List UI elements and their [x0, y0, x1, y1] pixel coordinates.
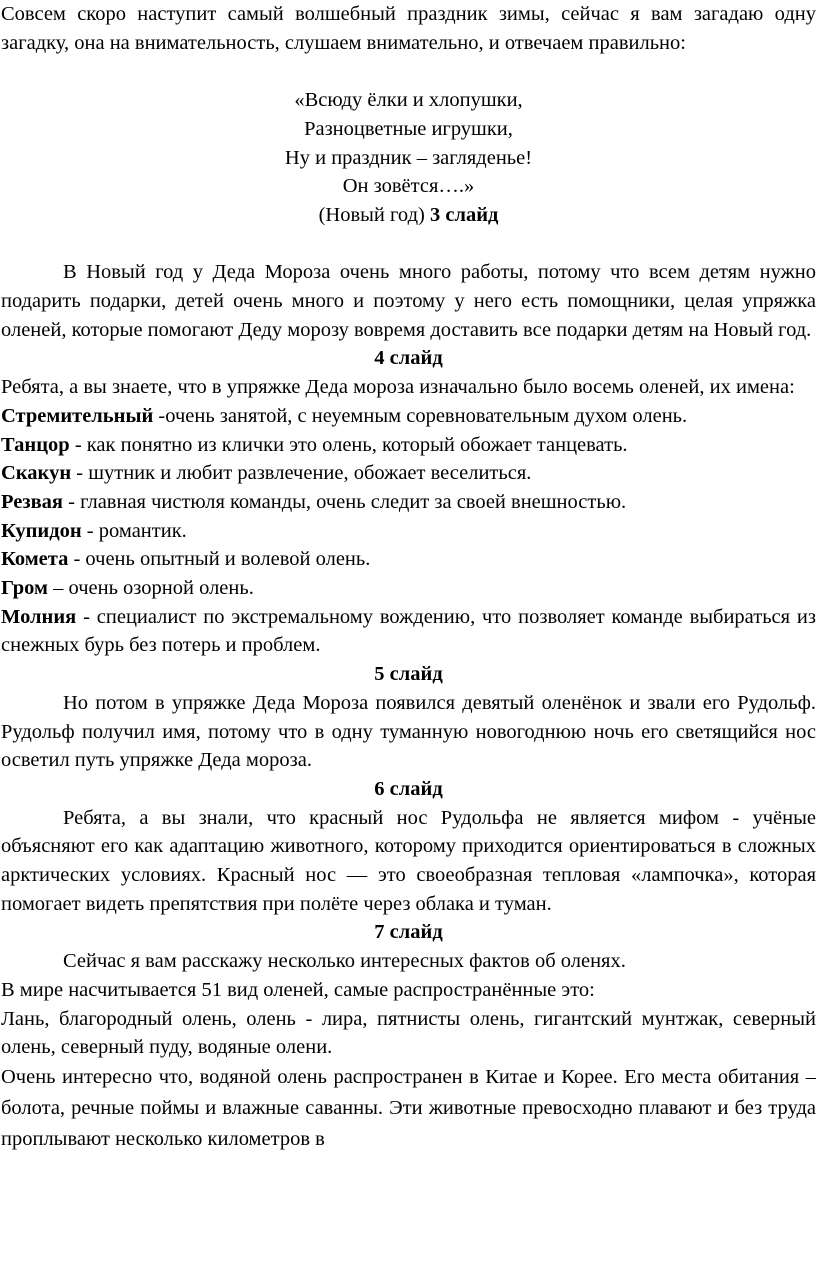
poem-line: Разноцветные игрушки, — [304, 117, 513, 140]
poem-line: Ну и праздник – загляденье! — [284, 146, 533, 169]
reindeer-item — [1, 517, 816, 546]
slide-7-line: Очень интересно что, водяной олень распространен в Китае и Корее. Его места обитания – болота, речные поймы и влажные саванны. Эти животные превосходно плавают и без труда проплывают несколько километров в — [1, 1065, 816, 1150]
reindeer-desc: – очень озорной олень. — [47, 577, 254, 600]
intro-paragraph: Совсем скоро наступит самый волшебный праздник зимы, сейчас я вам загадаю одну загадку, она на внимательность, слушаем внимательно, и отвечаем правильно: — [1, 3, 816, 54]
poem-answer-line — [1, 201, 816, 230]
reindeer-item — [1, 402, 816, 431]
slide-4-intro: Ребята, а вы знаете, что в упряжке Деда мороза изначально было восемь оленей, их имена: — [1, 376, 795, 399]
poem-line: Он зовётся….» — [342, 175, 475, 198]
reindeer-item — [1, 603, 816, 660]
reindeer-item — [1, 459, 816, 488]
reindeer-item — [1, 431, 816, 460]
spacer — [1, 57, 816, 86]
reindeer-desc: - главная чистюля команды, очень следит за своей внешностью. — [63, 490, 627, 513]
slide-7-heading: 7 слайд — [374, 921, 443, 944]
slide-3-label: 3 слайд — [429, 203, 499, 226]
reindeer-name: Купидон — [1, 519, 82, 542]
reindeer-name: Танцор — [1, 433, 70, 456]
spacer — [1, 230, 816, 259]
slide-7-line: В мире насчитывается 51 вид оленей, самые распространённые это: — [1, 978, 595, 1001]
poem-line: «Всюду ёлки и хлопушки, — [294, 89, 523, 112]
slide-7-final-block — [1, 1062, 816, 1155]
slide-4-heading: 4 слайд — [374, 347, 443, 370]
slide-5-paragraph: Но потом в упряжке Деда Мороза появился девятый оленёнок и звали его Рудольф. Рудольф получил имя, потому что в одну туманную новогоднюю ночь его светящийся нос осветил путь упряжке Деда мороза. — [1, 691, 816, 772]
reindeer-item — [1, 488, 816, 517]
poem-answer: (Новый год) — [318, 203, 425, 226]
riddle-poem — [1, 86, 816, 230]
reindeer-name: Гром — [1, 577, 48, 600]
reindeer-name: Скакун — [1, 462, 72, 485]
slide-7-line: Лань, благородный олень, олень - лира, пятнисты олень, гигантский мунтжак, северный олень, северный пуду, водяные олени. — [1, 1007, 816, 1059]
reindeer-desc: - очень опытный и волевой олень. — [68, 548, 371, 571]
reindeer-name: Резвая — [1, 490, 64, 513]
slide-6-paragraph: Ребята, а вы знали, что красный нос Рудольфа не является мифом - учёные объясняют его как адаптацию животного, которому приходится ориентироваться в сложных арктических условиях. Красный нос — это своеобразная тепловая «лампочка», которая помогает видеть препятствия при полёте через облака и туман. — [1, 806, 816, 915]
slide-5-heading: 5 слайд — [374, 663, 443, 686]
reindeer-item — [1, 545, 816, 574]
reindeer-item — [1, 574, 816, 603]
slide-7-line: Сейчас я вам расскажу несколько интересных фактов об оленях. — [63, 950, 626, 973]
reindeer-desc: -очень занятой, с неуемным соревновательным духом олень. — [153, 404, 688, 427]
reindeer-name: Стремительный — [1, 404, 154, 427]
reindeer-desc: - специалист по экстремальному вождению, что позволяет команде выбираться из снежных бурь без потерь и проблем. — [1, 605, 816, 657]
helpers-paragraph: В Новый год у Деда Мороза очень много работы, потому что всем детям нужно подарить подарки, детей очень много и поэтому у него есть помощники, целая упряжка оленей, которые помогают Деду морозу вовремя доставить все подарки детям на Новый год. — [1, 261, 816, 341]
reindeer-desc: - шутник и любит развлечение, обожает веселиться. — [71, 462, 532, 485]
reindeer-list — [1, 402, 816, 660]
slide-6-heading: 6 слайд — [374, 777, 443, 800]
reindeer-desc: - романтик. — [81, 519, 187, 542]
reindeer-name: Комета — [1, 548, 69, 571]
reindeer-name: Молния — [1, 605, 77, 628]
reindeer-desc: - как понятно из клички это олень, который обожает танцевать. — [69, 433, 628, 456]
